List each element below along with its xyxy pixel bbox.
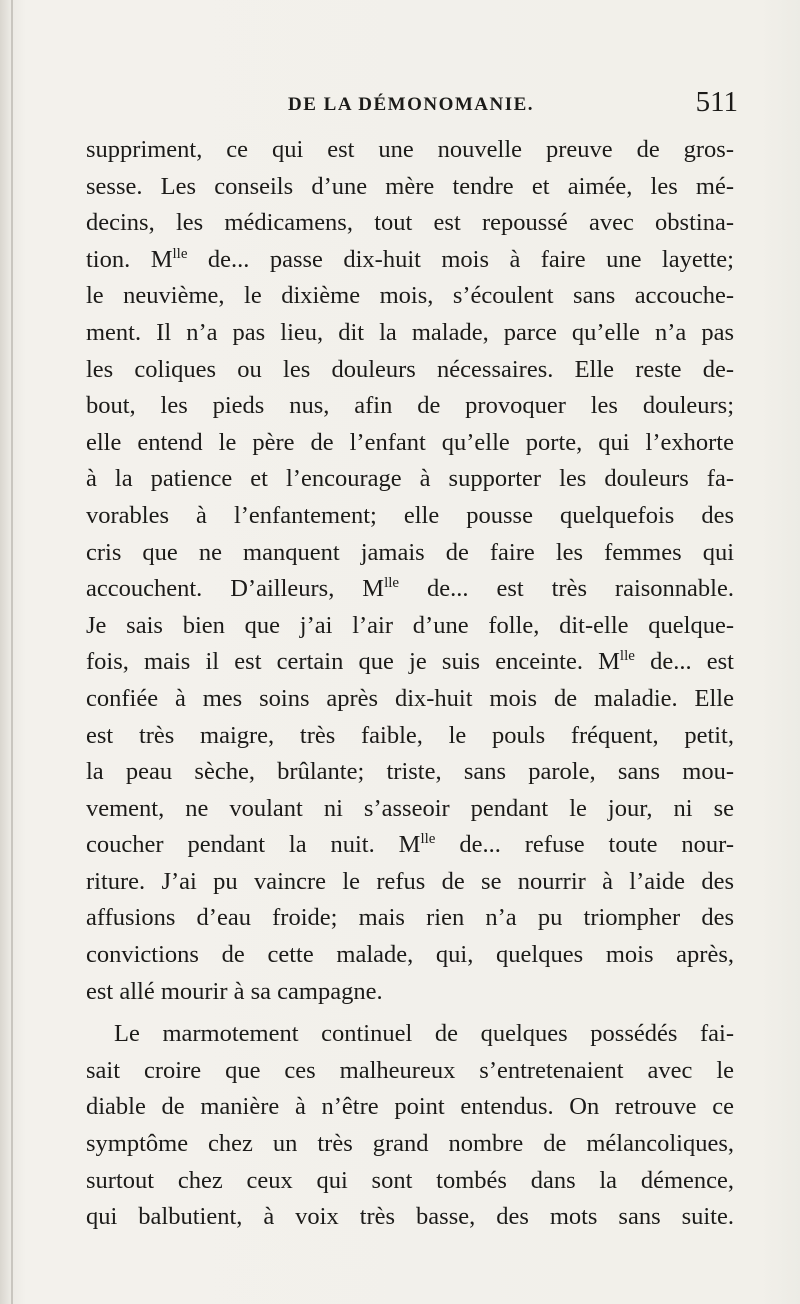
- running-head: [88, 86, 738, 124]
- text-line: surtout chez ceux qui sont tombés dans la démence,: [86, 1166, 734, 1194]
- text-line: Le marmotement continuel de quelques possédés fai-: [114, 1020, 734, 1048]
- text-line: vorables à l’enfantement; elle pousse quelquefois des: [86, 501, 734, 529]
- text-line: Je sais bien que j’ai l’air d’une folle, dit-elle quelque-: [86, 611, 734, 639]
- text-line: est allé mourir à sa campagne.: [86, 977, 383, 1005]
- text-line: confiée à mes soins après dix-huit mois de maladie. Elle: [86, 684, 734, 712]
- text-line: à la patience et l’encourage à supporter les douleurs fa-: [86, 465, 734, 493]
- page-gutter-edge: [11, 0, 13, 1304]
- superscript-abbreviation: lle: [384, 575, 400, 592]
- paragraph: [86, 1016, 734, 1236]
- text-line: la peau sèche, brûlante; triste, sans parole, sans mou-: [86, 758, 734, 786]
- text-line: affusions d’eau froide; mais rien n’a pu triompher des: [86, 904, 734, 932]
- text-line: symptôme chez un très grand nombre de mélancoliques,: [86, 1130, 734, 1158]
- text-line: elle entend le père de l’enfant qu’elle porte, qui l’exhorte: [86, 428, 734, 456]
- text-line: sesse. Les conseils d’une mère tendre et aimée, les mé-: [86, 172, 734, 200]
- text-line: vement, ne voulant ni s’asseoir pendant le jour, ni se: [86, 794, 734, 822]
- text-line: qui balbutient, à voix très basse, des mots sans suite.: [86, 1203, 734, 1231]
- text-line: les coliques ou les douleurs nécessaires. Elle reste de-: [86, 355, 734, 383]
- running-title: DE LA DÉMONOMANIE.: [288, 94, 535, 115]
- text-line: diable de manière à n’être point entendus. On retrouve ce: [86, 1093, 734, 1121]
- superscript-abbreviation: lle: [172, 245, 188, 262]
- page-number: 511: [695, 86, 738, 118]
- text-line: suppriment, ce qui est une nouvelle preuve de gros-: [86, 136, 734, 163]
- text-line: convictions de cette malade, qui, quelques mois après,: [86, 941, 734, 969]
- text-line: ment. Il n’a pas lieu, dit la malade, parce qu’elle n’a pas: [86, 318, 734, 346]
- text-line: tion. $M^{lle}$ de... passe dix-huit mois à faire une layette;: [86, 245, 734, 273]
- text-line: sait croire que ces malheureux s’entretenaient avec le: [86, 1056, 734, 1084]
- text-line: est très maigre, très faible, le pouls fréquent, petit,: [86, 721, 734, 749]
- body-text: [86, 132, 734, 1236]
- text-line: riture. J’ai pu vaincre le refus de se nourrir à l’aide des: [86, 867, 734, 895]
- superscript-abbreviation: lle: [420, 831, 436, 848]
- text-line: le neuvième, le dixième mois, s’écoulent sans accouche-: [86, 282, 734, 310]
- text-line: accouchent. D’ailleurs, $M^{lle}$ de... est très raisonnable.: [86, 575, 734, 603]
- text-line: cris que ne manquent jamais de faire les femmes qui: [86, 538, 734, 566]
- superscript-abbreviation: lle: [619, 648, 635, 665]
- text-line: coucher pendant la nuit. $M^{lle}$ de... refuse toute nour-: [86, 831, 734, 859]
- text-line: fois, mais il est certain que je suis enceinte. $M^{lle}$ de... est: [86, 648, 734, 676]
- text-line: decins, les médicamens, tout est repoussé avec obstina-: [86, 209, 734, 237]
- text-line: bout, les pieds nus, afin de provoquer les douleurs;: [86, 392, 734, 420]
- paragraph: [86, 132, 734, 1010]
